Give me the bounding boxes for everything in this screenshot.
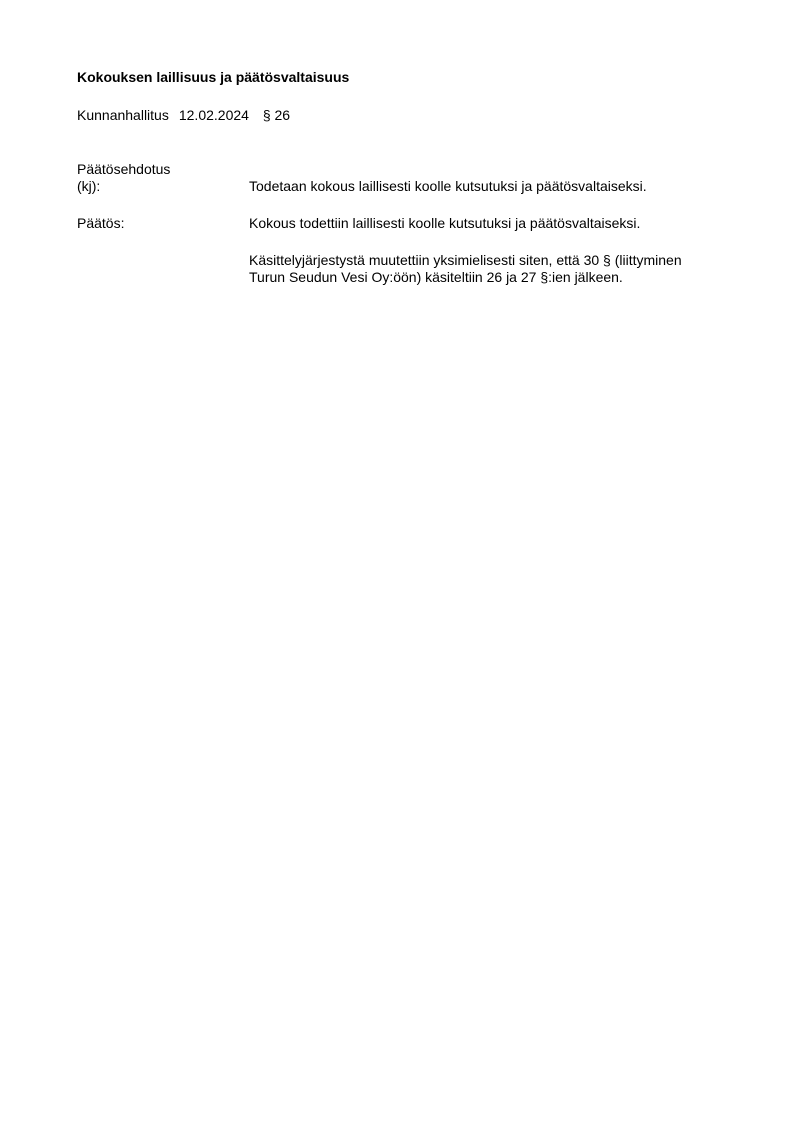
decision-note: Käsittelyjärjestystä muutettiin yksimielisesti siten, että 30 § (liittyminen Turun Seudun Vesi Oy:öön) käsiteltiin 26 ja 27 §:ien jälkeen. xyxy=(249,252,682,285)
decision-text: Kokous todettiin laillisesti koolle kutsutuksi ja päätösvaltaiseksi. xyxy=(249,215,641,231)
proposal-text: Todetaan kokous laillisesti koolle kutsutuksi ja päätösvaltaiseksi. xyxy=(249,178,647,194)
proposal-label: Päätösehdotus xyxy=(77,161,171,177)
decision-label: Päätös: xyxy=(77,215,125,231)
proposal-label-suffix: (kj): xyxy=(77,178,101,194)
page-title: Kokouksen laillisuus ja päätösvaltaisuus xyxy=(77,69,350,85)
section-number: § 26 xyxy=(262,107,291,123)
meeting-date: 12.02.2024 xyxy=(178,107,249,123)
meeting-info xyxy=(77,107,290,124)
meeting-body: Kunnanhallitus xyxy=(77,107,169,123)
